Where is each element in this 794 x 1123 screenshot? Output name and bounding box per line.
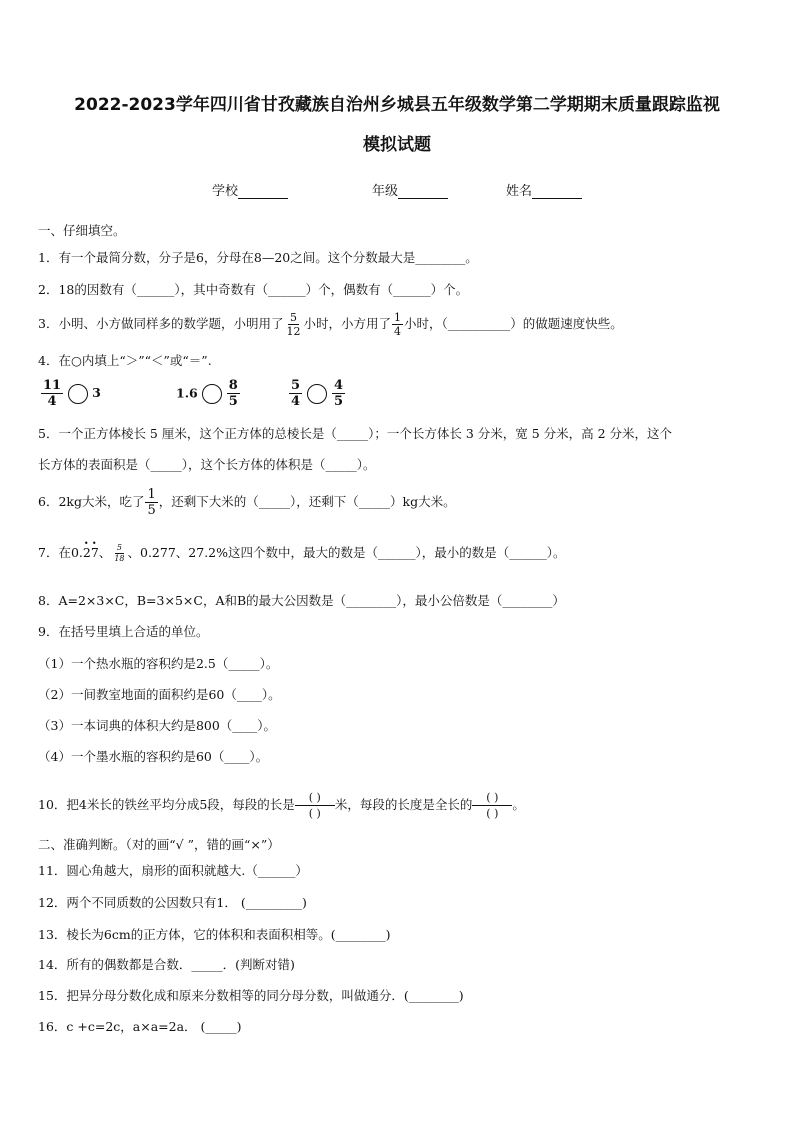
q7-repeating-digit-2: • 7: [91, 544, 99, 562]
q4-compare-3: [288, 379, 346, 408]
grade-label: 年级: [372, 184, 399, 199]
compare-circle-3[interactable]: [307, 384, 327, 404]
question-11: 11．圆心角越大，扇形的面积就越大.（______）: [38, 863, 308, 878]
school-blank[interactable]: [238, 184, 288, 199]
question-9-4: （4）一个墨水瓶的容积约是60（____）。: [38, 749, 269, 764]
q3-fraction-1: $\frac{5}{12}$: [286, 311, 301, 338]
question-2: 2．18的因数有（______），其中奇数有（______）个，偶数有（______）个。: [38, 282, 469, 297]
question-3: [38, 312, 623, 337]
question-6: [38, 488, 456, 517]
q4-fraction-c: $\frac{5}{4}$: [291, 378, 301, 409]
question-9-1: （1）一个热水瓶的容积约是2.5（_____）。: [38, 656, 279, 671]
grade-field[interactable]: [372, 180, 448, 199]
q10-text-a: 10．把4米长的铁丝平均分成5段，每段的长是: [38, 797, 295, 812]
name-label: 姓名: [506, 184, 533, 199]
question-16: 16．c +c=2c，a×a=2a． (_____): [38, 1019, 242, 1034]
question-9-2: （2）一间教室地面的面积约是60（____）。: [38, 687, 281, 702]
page-title: 2022-2023学年四川省甘孜藏族自治州乡城县五年级数学第二学期期末质量跟踪监视: [74, 95, 720, 115]
question-9-3: （3）一本词典的体积大约是800（____）。: [38, 718, 277, 733]
question-14: 14．所有的偶数都是合数．_____．(判断对错): [38, 957, 295, 972]
q4-fraction-d: $\frac{4}{5}$: [334, 378, 344, 409]
section-heading-1: 一、仔细填空。: [38, 223, 126, 238]
question-15: 15．把异分母分数化成和原来分数相等的同分母分数，叫做通分．(________): [38, 988, 464, 1003]
question-12: 12．两个不同质数的公因数只有1． (_________): [38, 895, 307, 910]
section-heading-2: 二、准确判断。（对的画“√ ”，错的画“×”）: [38, 837, 280, 852]
grade-blank[interactable]: [398, 184, 448, 199]
q3-text-c: 小时，（__________）的做题速度快些。: [403, 316, 623, 331]
page-title-continued: 模拟试题: [363, 135, 431, 155]
q10-text-b: 米，每段的长度是全长的: [334, 797, 473, 812]
school-field[interactable]: [212, 180, 288, 199]
compare-circle-2[interactable]: [202, 384, 222, 404]
q4-fraction-b: $\frac{8}{5}$: [228, 378, 238, 409]
compare-circle-1[interactable]: [68, 384, 88, 404]
q4-fraction-a: $\frac{11}{4}$: [43, 378, 62, 409]
question-9: 9．在括号里填上合适的单位。: [38, 624, 209, 639]
q3-text-b: 小时，小方用了: [303, 316, 391, 331]
question-7: 7．在0.• 2• 7、 $\frac{5}{18}$ 、0.277、27.2%这四个数中，最大的数是（______），最小的数是（______）。: [38, 544, 566, 563]
question-1: 1．有一个最简分数，分子是6，分母在8—20之间。这个分数最大是________。: [38, 250, 478, 265]
q4-compare-2: 1.6 $\frac{8}{5}$: [176, 378, 238, 409]
school-label: 学校: [212, 184, 239, 199]
q6-text-a: 6．2kg大米，吃了: [38, 494, 145, 509]
q10-answer-fraction-1[interactable]: $\frac{( )}{( )}$: [295, 792, 335, 819]
q6-fraction: $\frac{1}{5}$: [147, 487, 156, 518]
question-4: 4．在○内填上“＞”“＜”或“＝”.: [38, 353, 212, 368]
name-blank[interactable]: [532, 184, 582, 199]
name-field[interactable]: [506, 180, 582, 199]
q3-text-a: 3．小明、小方做同样多的数学题，小明用了: [38, 316, 284, 331]
q6-text-b: ，还剩下大米的（_____），还剩下（_____）kg大米。: [158, 494, 456, 509]
question-5-continued: 长方体的表面积是（_____），这个长方体的体积是（_____）。: [38, 457, 376, 472]
question-5: 5．一个正方体棱长 5 厘米，这个正方体的总棱长是（_____）；一个长方体长 3 分米，宽 5 分米，高 2 分米，这个: [38, 426, 673, 441]
question-13: 13．棱长为6cm的正方体，它的体积和表面积相等。(________): [38, 927, 391, 942]
question-8: 8．A=2×3×C，B=3×5×C，A和B的最大公因数是（________），最小公倍数是（________）: [38, 593, 565, 608]
q7-fraction: $\frac{5}{18}$: [114, 543, 125, 563]
q10-answer-fraction-2[interactable]: $\frac{( )}{( )}$: [472, 792, 512, 819]
q3-fraction-2: $\frac{1}{4}$: [393, 311, 401, 338]
question-10: 10．把4米长的铁丝平均分成5段，每段的长是 $\frac{( )}{( )}$ 米，每段的长度是全长的 $\frac{( )}{( )}$ 。: [38, 791, 525, 820]
q7-text-a: 7．在0.: [38, 545, 83, 560]
q7-repeating-digit-1: • 2: [83, 544, 91, 562]
q4-compare-1: $\frac{11}{4}$ 3: [43, 378, 101, 409]
q7-text-b: 、0.277、27.2%这四个数中，最大的数是（______），最小的数是（______）。: [127, 545, 566, 560]
